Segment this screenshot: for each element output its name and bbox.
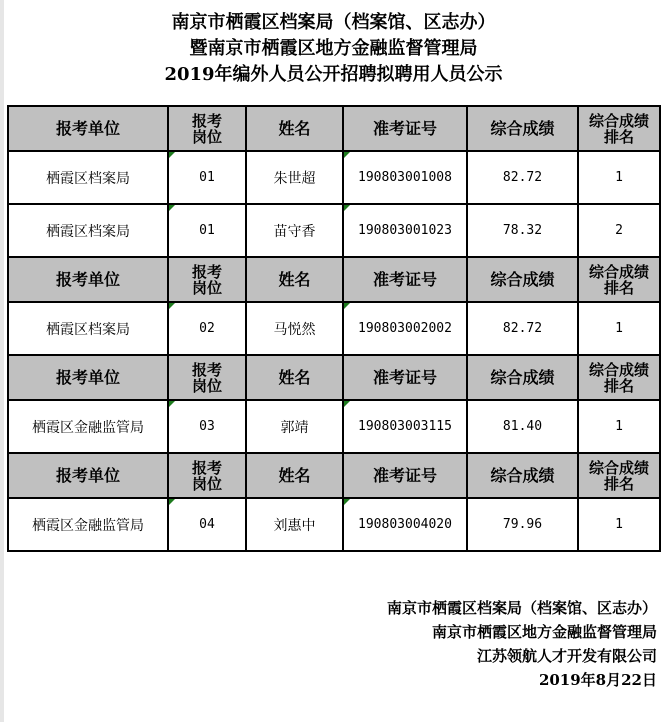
text-number-marker-icon [344,499,350,505]
header-unit-text: 报考单位 [55,118,120,138]
header-score-text: 综合成绩 [490,465,555,485]
cell-rank-text: 2 [615,223,623,238]
cell-score [467,302,578,355]
header-name [246,355,343,400]
header-post [168,257,246,302]
cell-ticket [343,302,467,355]
text-number-marker-icon [344,401,350,407]
cell-unit-text: 栖霞区金融监管局 [32,517,144,534]
cell-name [246,204,343,257]
cell-name-text: 刘惠中 [273,517,316,534]
header-rank [578,453,660,498]
header-name [246,257,343,302]
table-row [8,151,660,204]
issue-date: 2019年8月22日 [538,671,657,689]
header-post-text: 报考 [191,360,222,379]
text-number-marker-icon [169,401,175,407]
cell-rank-text: 1 [615,517,623,532]
cell-name-text: 朱世超 [273,170,316,187]
header-rank [578,106,660,151]
text-number-marker-icon [169,152,175,158]
header-score [467,355,578,400]
header-row [8,106,660,151]
header-unit-text: 报考单位 [55,367,120,387]
header-unit [8,355,168,400]
header-rank [578,355,660,400]
header-ticket [343,106,467,151]
cell-post-text: 01 [199,170,215,185]
cell-ticket [343,204,467,257]
header-ticket [343,453,467,498]
header-post-text: 岗位 [191,474,222,493]
cell-name-text: 苗守香 [273,223,316,240]
header-post-text: 报考 [191,111,222,130]
header-post-text: 岗位 [191,127,222,146]
cell-score [467,151,578,204]
header-post-text: 报考 [191,262,222,281]
cell-rank-text: 1 [615,321,623,336]
title-line-3: 2019年编外人员公开招聘拟聘用人员公示 [164,64,503,85]
header-unit-text: 报考单位 [55,269,120,289]
header-score [467,257,578,302]
header-unit [8,453,168,498]
header-ticket [343,355,467,400]
title-line-2: 暨南京市栖霞区地方金融监督管理局 [189,38,478,59]
header-rank-text: 综合成绩 [588,111,649,130]
header-unit [8,106,168,151]
text-number-marker-icon [344,205,350,211]
header-post [168,453,246,498]
cell-score [467,400,578,453]
cell-rank [578,400,660,453]
header-rank-text: 排名 [603,127,634,146]
header-ticket-text: 准考证号 [372,367,437,387]
issuer-line-2: 南京市栖霞区地方金融监督管理局 [431,623,657,641]
header-ticket [343,257,467,302]
table-row [8,400,660,453]
cell-unit [8,151,168,204]
header-post [168,106,246,151]
cell-post-text: 02 [199,321,215,336]
header-row [8,355,660,400]
results-table [7,105,661,552]
header-score [467,106,578,151]
header-name [246,106,343,151]
cell-ticket [343,400,467,453]
header-row [8,257,660,302]
cell-unit [8,498,168,551]
cell-unit [8,302,168,355]
cell-unit-text: 栖霞区金融监管局 [32,419,144,436]
cell-post-text: 01 [199,223,215,238]
header-post [168,355,246,400]
title-line-1: 南京市栖霞区档案局（档案馆、区志办） [171,12,496,33]
header-name-text: 姓名 [278,465,311,485]
page-title [0,10,667,88]
header-post-text: 岗位 [191,376,222,395]
header-rank-text: 综合成绩 [588,262,649,281]
left-gutter [0,0,4,722]
cell-ticket [343,151,467,204]
cell-ticket-text: 190803004020 [358,517,452,532]
cell-rank-text: 1 [615,419,623,434]
text-number-marker-icon [344,303,350,309]
header-rank-text: 综合成绩 [588,458,649,477]
issuer-block [387,596,657,692]
cell-unit-text: 栖霞区档案局 [46,223,130,240]
cell-unit [8,204,168,257]
header-rank-text: 排名 [603,376,634,395]
header-score-text: 综合成绩 [490,367,555,387]
table-row [8,204,660,257]
cell-name [246,151,343,204]
cell-ticket-text: 190803001023 [358,223,452,238]
cell-rank [578,151,660,204]
cell-name-text: 郭靖 [280,419,309,436]
cell-rank-text: 1 [615,170,623,185]
header-unit [8,257,168,302]
cell-post [168,498,246,551]
header-rank [578,257,660,302]
header-rank-text: 排名 [603,278,634,297]
table-row [8,302,660,355]
cell-rank [578,204,660,257]
table-row [8,498,660,551]
cell-name [246,302,343,355]
header-score-text: 综合成绩 [490,269,555,289]
cell-post [168,151,246,204]
issuer-line-3: 江苏领航人才开发有限公司 [476,647,657,665]
cell-post-text: 03 [199,419,215,434]
text-number-marker-icon [169,205,175,211]
header-row [8,453,660,498]
header-rank-text: 综合成绩 [588,360,649,379]
cell-post [168,204,246,257]
issuer-line-1: 南京市栖霞区档案局（档案馆、区志办） [386,599,657,617]
header-ticket-text: 准考证号 [372,465,437,485]
cell-score [467,498,578,551]
cell-ticket-text: 190803003115 [358,419,452,434]
cell-ticket-text: 190803002002 [358,321,452,336]
header-score-text: 综合成绩 [490,118,555,138]
cell-score [467,204,578,257]
header-rank-text: 排名 [603,474,634,493]
header-score [467,453,578,498]
cell-unit-text: 栖霞区档案局 [46,321,130,338]
cell-unit-text: 栖霞区档案局 [46,170,130,187]
cell-unit [8,400,168,453]
text-number-marker-icon [169,303,175,309]
cell-rank [578,302,660,355]
header-name-text: 姓名 [278,269,311,289]
text-number-marker-icon [344,152,350,158]
header-unit-text: 报考单位 [55,465,120,485]
cell-name [246,400,343,453]
text-number-marker-icon [169,499,175,505]
cell-rank [578,498,660,551]
header-ticket-text: 准考证号 [372,118,437,138]
cell-score-text: 78.32 [502,223,543,238]
cell-post [168,400,246,453]
cell-post [168,302,246,355]
cell-score-text: 82.72 [502,170,543,185]
cell-score-text: 81.40 [502,419,543,434]
cell-post-text: 04 [199,517,215,532]
header-post-text: 岗位 [191,278,222,297]
cell-ticket [343,498,467,551]
cell-ticket-text: 190803001008 [358,170,452,185]
cell-name [246,498,343,551]
cell-score-text: 79.96 [502,517,543,532]
header-post-text: 报考 [191,458,222,477]
cell-name-text: 马悦然 [273,321,316,338]
header-name [246,453,343,498]
header-name-text: 姓名 [278,367,311,387]
cell-score-text: 82.72 [502,321,543,336]
header-name-text: 姓名 [278,118,311,138]
header-ticket-text: 准考证号 [372,269,437,289]
